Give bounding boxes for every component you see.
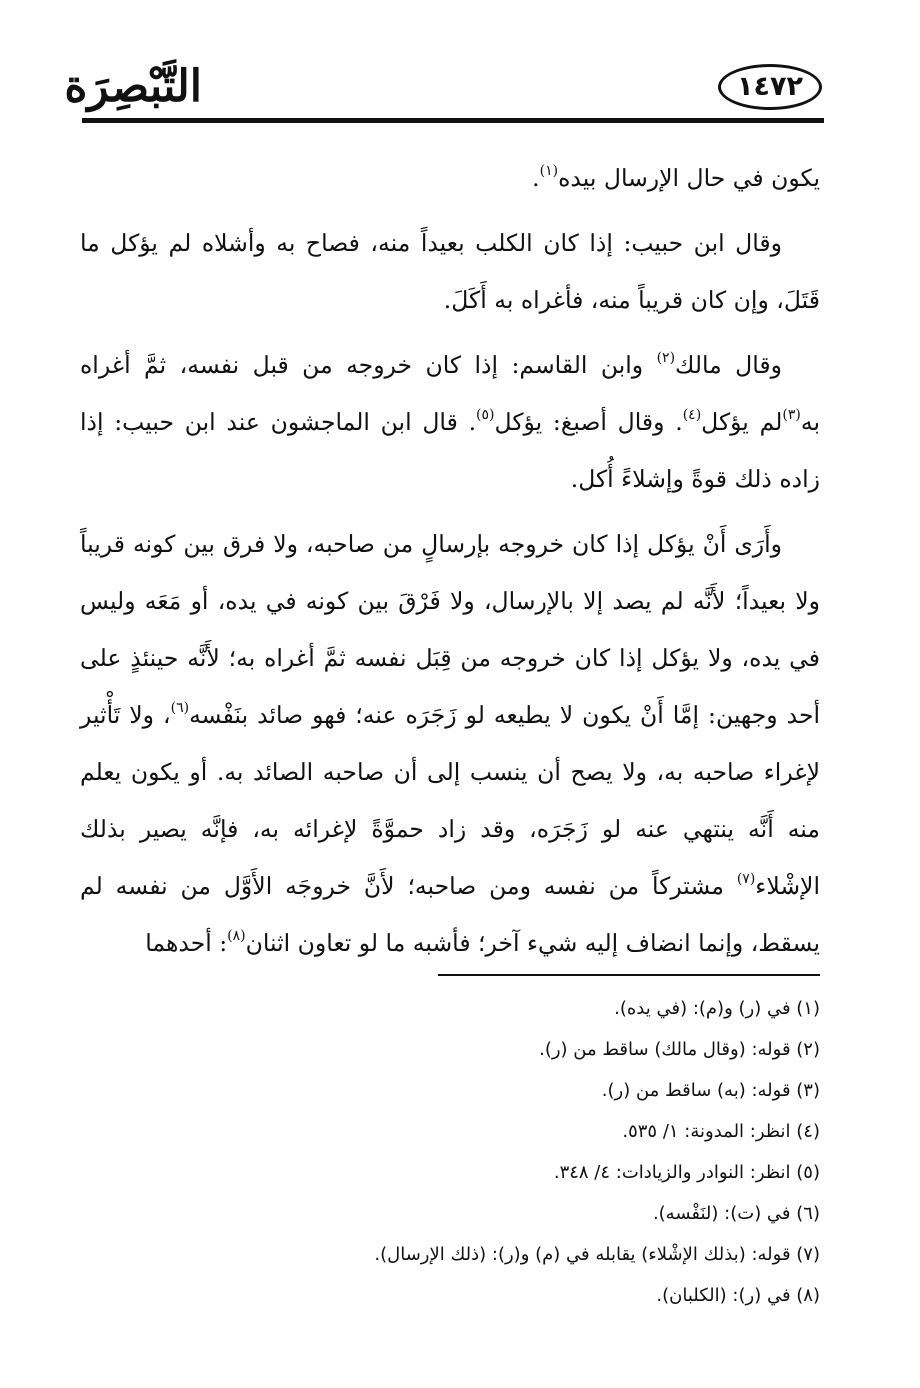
paragraph-2 [80,215,820,329]
paragraph-3-text: لم يؤكل [701,408,783,436]
header-rule [82,118,824,123]
footnote-1: (١) في (ر) و(م): (في يده). [614,998,820,1019]
footnote-ref-6: (٦) [170,700,190,716]
main-text [80,150,820,980]
paragraph-4-text: مشتركاً من نفسه ومن صاحبه؛ لأَنَّ خروجَه الأَوَّل من نفسه لم يسقط، وإنما انضاف إليه شيء آخر؛ فأشبه ما لو تعاون اثنان [80,872,820,957]
paragraph-3 [80,337,820,508]
paragraph-3-text: . قال ابن الماجشون عند ابن حبيب: إذا زاده ذلك قوةً وإشلاءً أُكل. [80,408,820,493]
footnote-4: (٤) انظر: المدونة: ١/ ٥٣٥. [622,1121,820,1142]
footnote-ref-3: (٣) [782,407,801,423]
paragraph-4-text: وأَرَى أَنْ يؤكل إذا كان خروجه بإرسالٍ من صاحبه، ولا فرق بين كونه قريباً ولا بعيداً؛ لأَنَّه لم يصد إلا بالإرسال، ولا فَرْقَ بين كونه في يده، أو مَعَه وليس في يده، ولا يؤكل إذا كان خروجه من قِبَل نفسه ثمَّ أغراه به؛ لأَنَّه حينئذٍ على أحد وجهين: إمَّا أَنْ يكون لا يطيعه لو زَجَرَه عنه؛ فهو صائد بنَفْسه [80,530,821,729]
paragraph-3-text: . وقال أصبغ: يؤكل [494,408,683,436]
footnote-2: (٢) قوله: (وقال مالك) ساقط من (ر). [539,1039,820,1060]
footnotes [80,988,820,1316]
paragraph-3-text: وابن القاسم: إذا كان خروجه من قبل نفسه، ثمَّ أغراه به [80,351,820,436]
footnote-ref-4: (٤) [682,407,702,423]
paragraph-1-end: . [532,164,540,192]
footnote-ref-1: (١) [539,163,559,179]
paragraph-4-text: : أحدهما [145,929,228,957]
page-header [64,56,824,130]
footnote-ref-5: (٥) [476,407,495,423]
footnote-ref-8: (٨) [227,928,246,944]
book-title: التَّبْصِرَة [64,61,202,112]
footnote-ref-7: (٧) [736,871,756,887]
footnote-7: (٧) قوله: (بذلك الإشْلاء) يقابله في (م) و(ر): (ذلك الإرسال). [374,1244,820,1265]
paragraph-4-text: ، ولا تَأْثير لإغراء صاحبه به، ولا يصح أن ينسب إلى أن صاحبه الصائد به. أو يكون يعلم منه أَنَّه ينتهي عنه لو زَجَرَه، وقد زاد حموَّةً لإغرائه به، فإنَّه يصير بذلك الإشْلاء [80,701,820,900]
paragraph-4 [80,516,820,972]
footnote-ref-2: (٢) [656,350,676,366]
paragraph-3-text: وقال مالك [675,351,782,379]
footnote-5: (٥) انظر: النوادر والزيادات: ٤/ ٣٤٨. [553,1162,820,1183]
footnote-6: (٦) في (ت): (لنَفْسه). [652,1203,820,1224]
footnote-3: (٣) قوله: (به) ساقط من (ر). [601,1080,820,1101]
paragraph-1-text: يكون في حال الإرسال بيده [558,164,820,192]
paragraph-1 [80,150,820,207]
footnote-8: (٨) في (ر): (الكلبان). [656,1285,820,1306]
paragraph-2-text: وقال ابن حبيب: إذا كان الكلب بعيداً منه، فصاح به وأشلاه لم يؤكل ما قَتَلَ، وإن كان قريباً منه، فأغراه به أَكَلَ. [80,229,820,314]
footnote-separator [438,974,820,976]
page-number: ١٤٧٢ [718,64,822,110]
